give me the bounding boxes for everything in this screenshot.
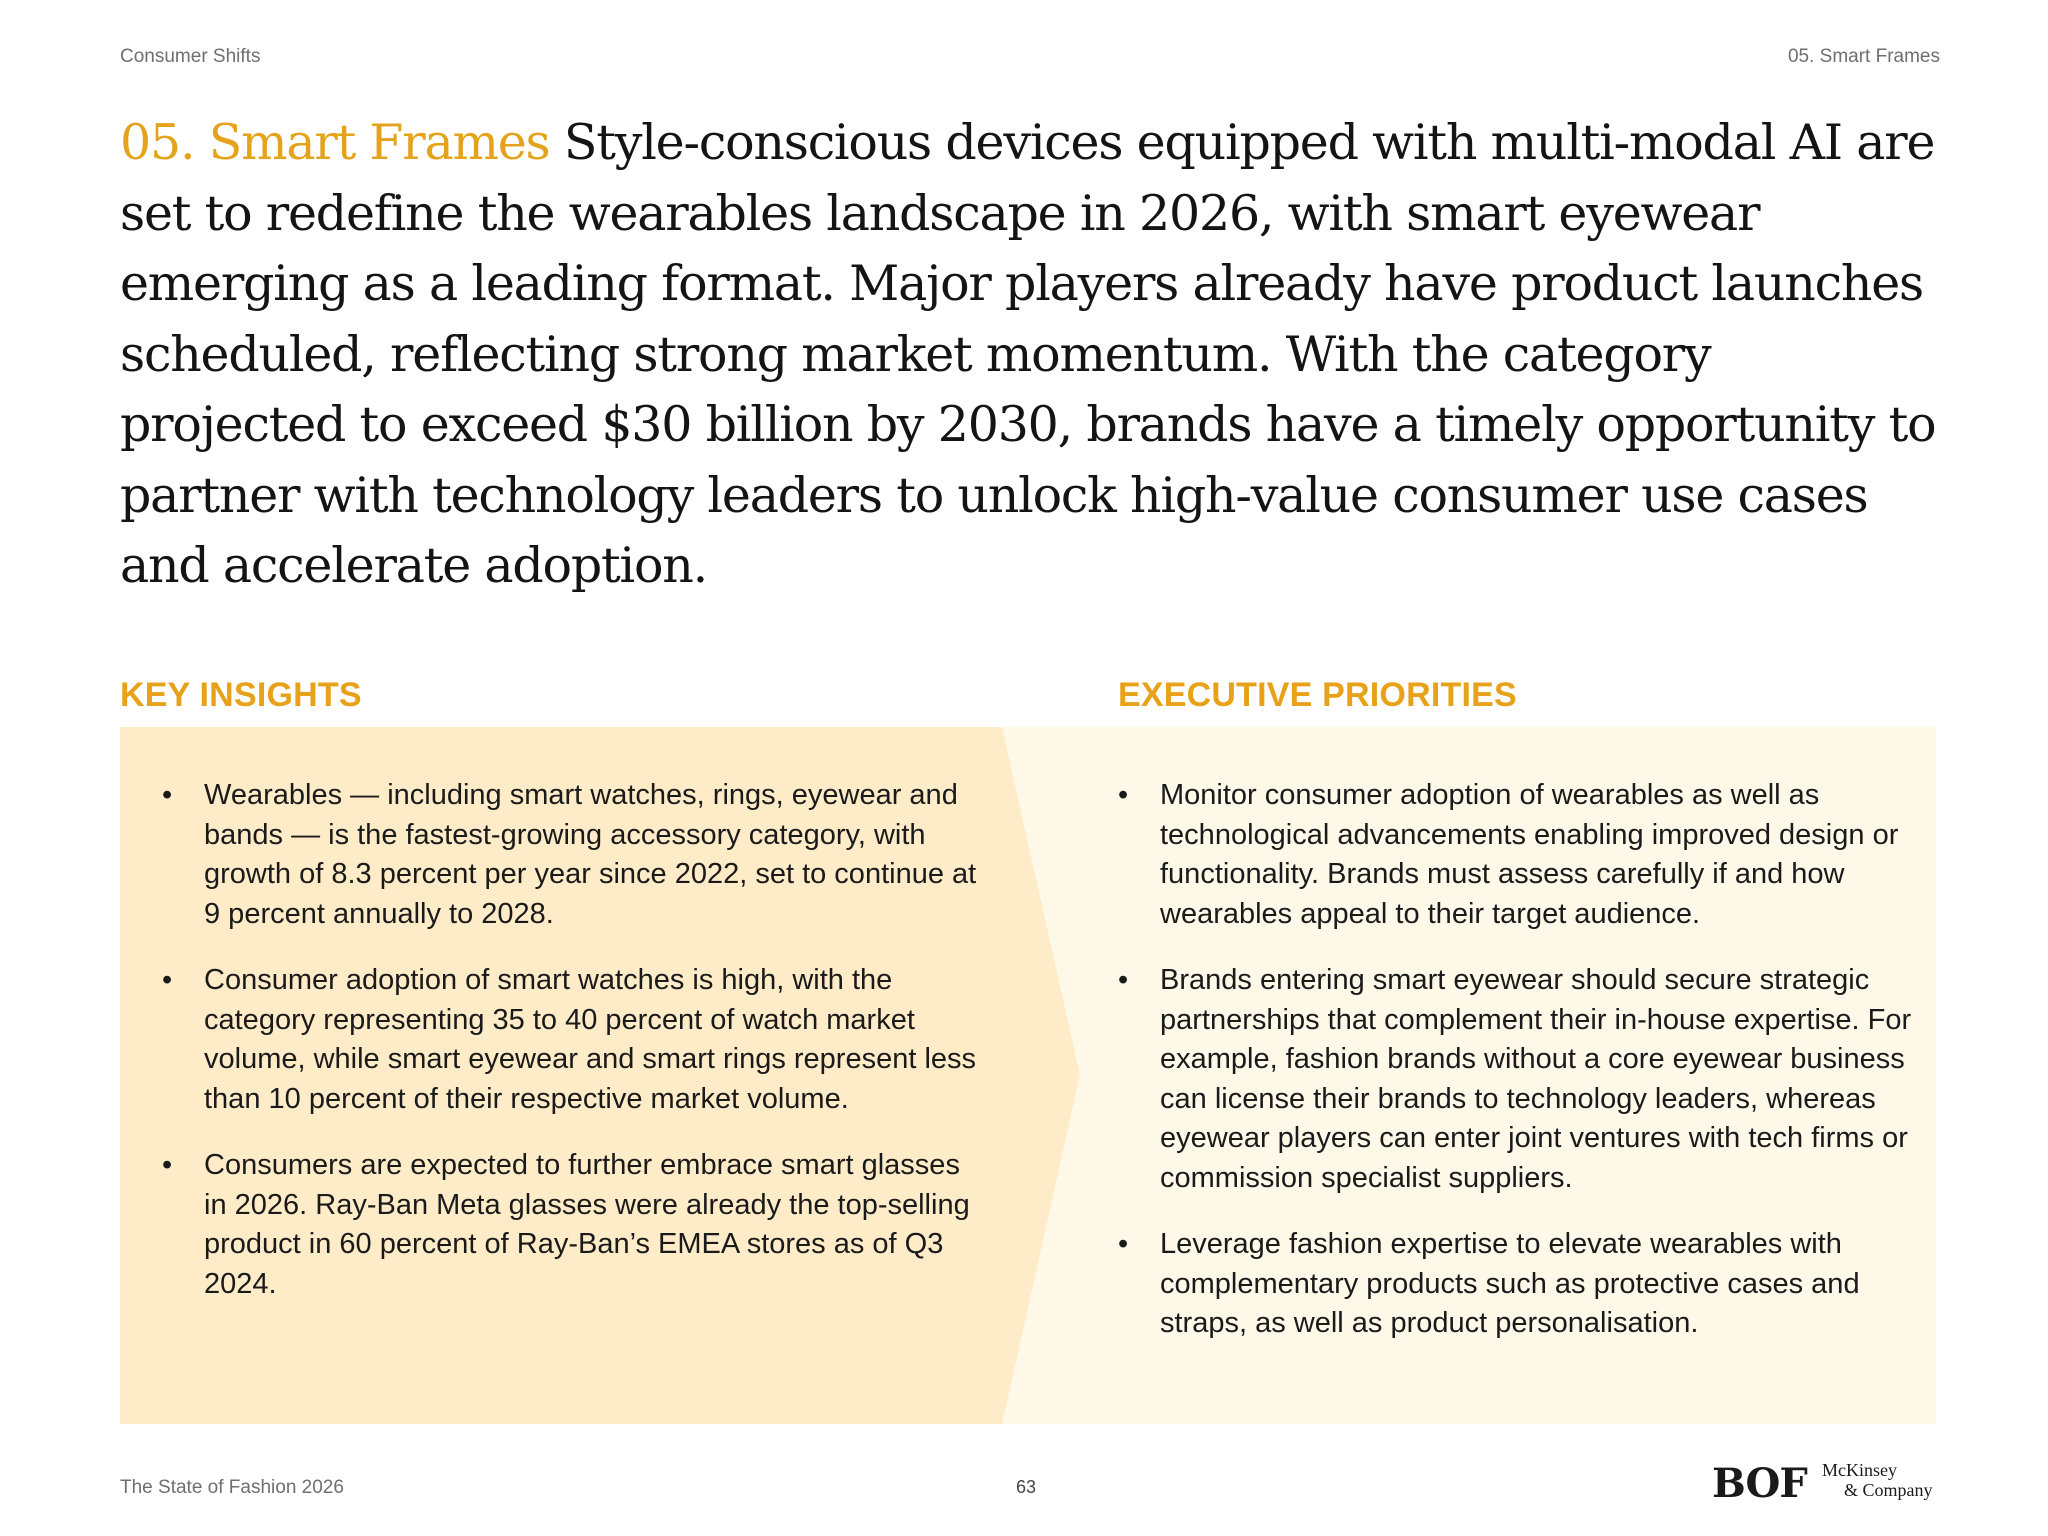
priority-text: Leverage fashion expertise to elevate wearables with complementary products such as protective cases and straps, as well as product personalisation. (1160, 1228, 1860, 1339)
list-item (162, 776, 982, 934)
section-title: 05. Smart Frames (120, 114, 550, 171)
executive-priorities-list (1118, 776, 1918, 1371)
key-insights-list (162, 776, 982, 1331)
bullet-icon: • (1118, 1228, 1129, 1260)
mckinsey-logo-line2: & Company (1844, 1480, 1933, 1500)
bullet-icon: • (162, 964, 173, 996)
bullet-icon: • (162, 1149, 173, 1181)
executive-priorities-heading: EXECUTIVE PRIORITIES (1118, 676, 1517, 714)
key-insights-heading: KEY INSIGHTS (120, 676, 362, 714)
running-header-section: Consumer Shifts (120, 46, 261, 67)
list-item (1118, 1225, 1918, 1344)
insight-text: Consumers are expected to further embrace smart glasses in 2026. Ray-Ban Meta glasses were already the top-selling product in 60 percent of Ray-Ban’s EMEA stores as of Q3 2024. (204, 1149, 970, 1300)
bullet-icon: • (1118, 964, 1129, 996)
lead-text: Style-conscious devices equipped with multi-modal AI are set to redefine the wearables landscape in 2026, with smart eyewear emerging as a leading format. Major players already have product launches scheduled, reflecting strong market momentum. With the category projected to exceed $30 billion by 2030, brands have a timely opportunity to partner with technology leaders to unlock high-value consumer use cases and accelerate adoption. (120, 114, 1936, 594)
list-item (162, 961, 982, 1119)
insight-text: Wearables — including smart watches, rings, eyewear and bands — is the fastest-growing accessory category, with growth of 8.3 percent per year since 2022, set to continue at 9 percent annually to 2028. (204, 779, 977, 930)
list-item (162, 1146, 982, 1304)
page-number: 63 (1016, 1477, 1037, 1497)
footer-publication: The State of Fashion 2026 (120, 1477, 344, 1498)
list-item (1118, 776, 1918, 934)
list-item (1118, 961, 1918, 1198)
priority-text: Brands entering smart eyewear should secure strategic partnerships that complement their in-house expertise. For example, fashion brands without a core eyewear business can license their brands to technology leaders, whereas eyewear players can enter joint ventures with tech firms or commission specialist suppliers. (1160, 964, 1912, 1194)
bof-logo: BOF (1712, 1460, 1807, 1507)
lead-paragraph (120, 108, 1950, 602)
insight-text: Consumer adoption of smart watches is high, with the category representing 35 to 40 percent of watch market volume, while smart eyewear and smart rings represent less than 10 percent of their respective market volume. (204, 964, 977, 1115)
mckinsey-logo-line1: McKinsey (1822, 1460, 1897, 1480)
priority-text: Monitor consumer adoption of wearables as well as technological advancements enabling improved design or functionality. Brands must assess carefully if and how wearables appeal to their target audience. (1160, 779, 1899, 930)
bullet-icon: • (1118, 779, 1129, 811)
mckinsey-logo (1822, 1460, 1933, 1500)
bullet-icon: • (162, 779, 173, 811)
running-header-chapter: 05. Smart Frames (1787, 46, 1940, 67)
